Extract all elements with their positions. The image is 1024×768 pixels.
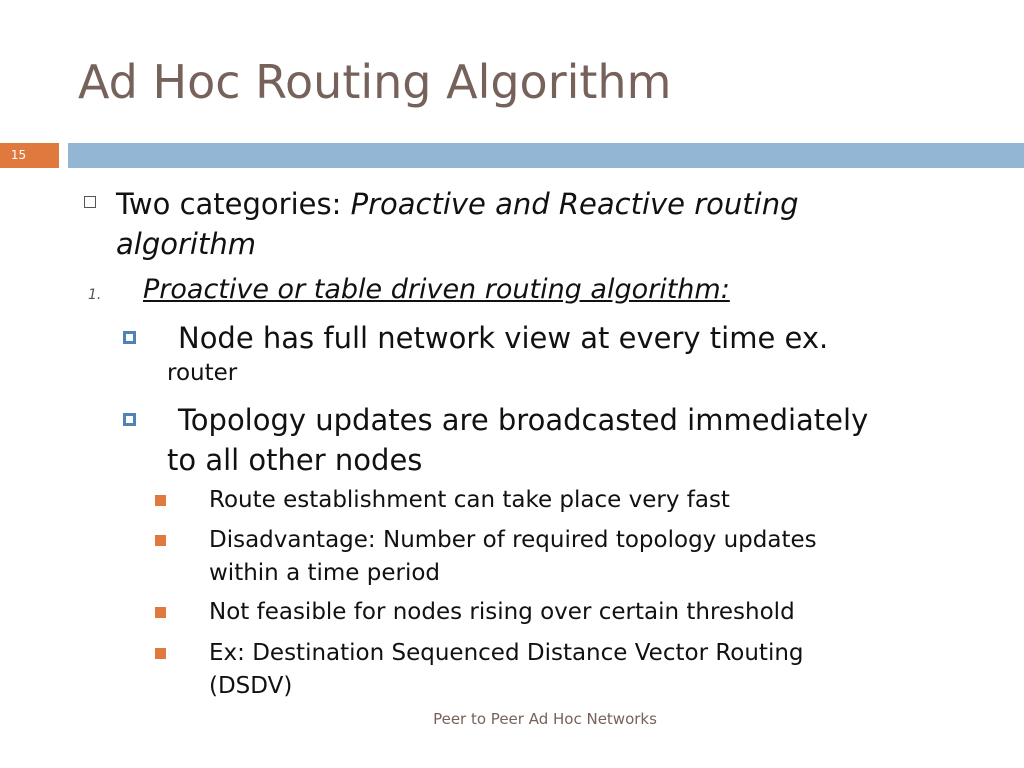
sub-bullet-full-network-view [167,318,958,388]
sub-sub-bullet-continuation: (DSDV) [209,673,293,699]
orange-square-bullet-icon [155,535,166,546]
slide-footer: Peer to Peer Ad Hoc Networks [433,710,657,728]
sub-bullet-topology-updates [167,400,958,480]
slide-title: Ad Hoc Routing Algorithm [78,55,672,109]
numbered-item-marker: 1. [88,287,102,303]
bullet-italic-text: Proactive and Reactive routing algorithm [116,187,799,261]
sub-bullet-continuation: to all other nodes [167,443,423,477]
orange-square-bullet-icon [155,495,166,506]
sub-sub-bullet-line: Disadvantage: Number of required topology updates [209,527,817,553]
bullet-two-categories [116,184,916,264]
slide-number-badge [0,143,59,168]
orange-square-bullet-icon [155,648,166,659]
numbered-item-heading: Proactive or table driven routing algorithm: [143,274,730,305]
bullet-intro-text: Two categories: [116,187,351,221]
slide-number: 15 [10,148,27,162]
hollow-square-bullet-icon [84,196,96,208]
sub-bullet-continuation: router [167,360,238,386]
sub-bullet-line: Node has full network view at every time ex. [178,321,829,355]
sub-sub-bullet-line: Not feasible for nodes rising over certain threshold [209,599,795,625]
blue-square-bullet-icon [123,331,136,344]
sub-sub-bullet-dsdv-example [209,637,969,703]
sub-sub-bullet-line: Ex: Destination Sequenced Distance Vector Routing [209,640,804,666]
sub-sub-bullet-continuation: within a time period [209,560,441,586]
sub-sub-bullet-not-feasible [209,596,969,629]
header-divider-bar [68,143,1024,168]
sub-sub-bullet-disadvantage [209,524,969,590]
orange-square-bullet-icon [155,607,166,618]
blue-square-bullet-icon [123,413,136,426]
sub-bullet-line: Topology updates are broadcasted immediately [178,403,869,437]
sub-sub-bullet-route-establishment [209,484,969,517]
sub-sub-bullet-line: Route establishment can take place very fast [209,487,730,513]
